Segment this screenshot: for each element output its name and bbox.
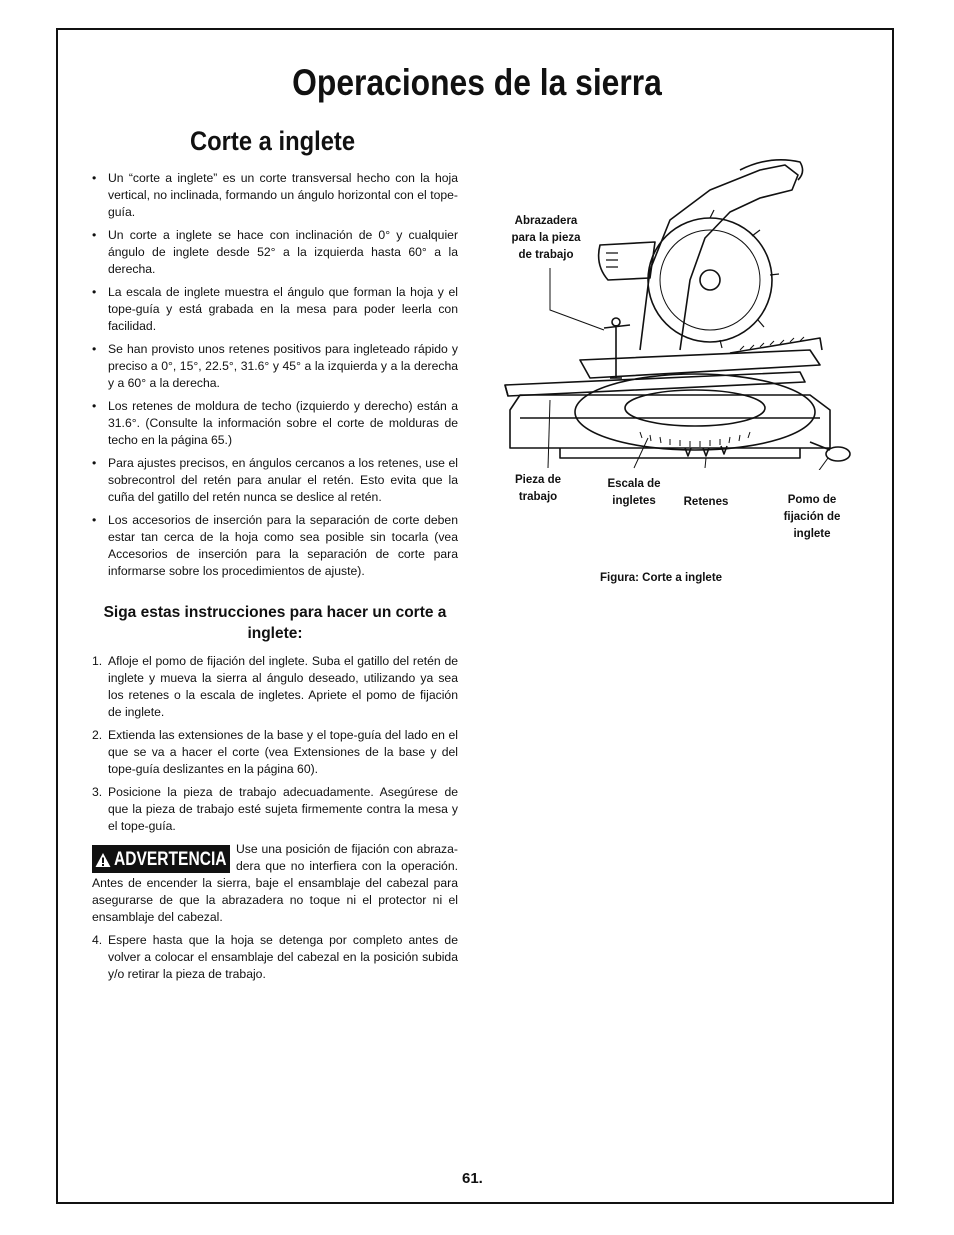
- step-text: Posicione la pieza de trabajo adecuadamente. Asegúrese de que la pieza de trabajo esté sujeta firmemente contra la mesa y el tope-guía.: [108, 785, 458, 833]
- callout-knob-line3: inglete: [793, 528, 831, 540]
- step-item: [92, 727, 458, 778]
- callout-workpiece-line1: Pieza de: [514, 474, 562, 486]
- callout-scale-line2: ingletes: [612, 495, 656, 507]
- callout-clamp-line2: para la pieza: [511, 232, 581, 244]
- warning-label: ADVERTENCIA: [114, 849, 227, 870]
- miter-saw-illustration: [500, 150, 860, 470]
- bullet-list-container: [92, 170, 458, 586]
- step-text: Afloje el pomo de fijación del inglete. Suba el gatillo del retén de inglete y mueva la sierra al ángulo deseado, utilizando ya sea los retenes o la escala de ingletes. Apriete el pomo de fijación de inglete.: [108, 654, 458, 719]
- step-item: [92, 653, 458, 721]
- callout-knob-line2: fijación de: [783, 511, 841, 523]
- instructions-heading: Siga estas instrucciones para hacer un corte a inglete:: [103, 604, 447, 642]
- bullet-item: • Para ajustes precisos, en ángulos cercanos a los retenes, use el sobrecontrol del retén para anular el retén. Esto evita que la cuña del gatillo del retén nunca se deslice al retén.: [92, 455, 458, 506]
- step-number: 4.: [92, 933, 103, 947]
- callout-clamp-line1: Abrazadera: [514, 215, 578, 227]
- warning-triangle-icon: [95, 852, 111, 868]
- miter-scale: [640, 432, 750, 447]
- warning-text: Use una posición de fijación con abraza- dera que no interfiera con la operación. Antes de encender la sierra, baje el ensamblaje del cabezal para asegurarse de que la abrazadera no toque ni el protector ni el ensamblaje del cabezal.: [92, 842, 458, 924]
- callout-miter-knob: [772, 492, 852, 543]
- step-number: 2.: [92, 728, 103, 742]
- bullet-list: [92, 170, 458, 580]
- callout-scale-line1: Escala de: [607, 478, 661, 490]
- work-clamp: [604, 325, 630, 378]
- bullet-item: • Los accesorios de inserción para la separación de corte deben estar tan cerca de la hoja como sea posible sin tocarla (vea Accesorios de inserción para la separación de corte para informarse sobre los procedimientos de ajuste).: [92, 512, 458, 580]
- page-title: Operaciones de la sierra: [292, 62, 662, 103]
- callout-clamp: [503, 213, 589, 264]
- bullet-item: • Un “corte a inglete” es un corte transversal hecho con la hoja vertical, no inclinada, formando un ángulo horizontal con el tope-guía.: [92, 170, 458, 221]
- step-text: Extienda las extensiones de la base y el tope-guía del lado en el que se va a hacer el corte (vea Extensiones de la base y del tope-guía deslizantes en la página 60).: [108, 728, 458, 776]
- warning-block: [92, 841, 458, 926]
- callout-miter-scale: [598, 476, 670, 510]
- step-item: [92, 784, 458, 835]
- bullet-item: • Los retenes de moldura de techo (izquierdo y derecho) están a 31.6°. (Consulte la información sobre el corte de molduras de techo en la página 65.): [92, 398, 458, 449]
- bullet-item: • Se han provisto unos retenes positivos para ingleteado rápido y preciso a 0°, 15°, 22.5°, 31.6° y 45° a la izquierda y a la derecha y a 60° a la derecha.: [92, 341, 458, 392]
- bullet-item: • Un corte a inglete se hace con inclinación de 0° y cualquier ángulo de inglete desde 52° a la izquierda hasta 60° a la derecha.: [92, 227, 458, 278]
- page-number: 61.: [462, 1170, 483, 1187]
- callout-workpiece: [503, 472, 573, 506]
- callout-detents-line1: Retenes: [683, 496, 729, 508]
- miter-table: [575, 374, 815, 450]
- instructions-container: [92, 653, 458, 989]
- callout-knob-line1: Pomo de: [787, 494, 837, 506]
- saw-blade: [648, 218, 772, 342]
- callout-detents: [675, 494, 737, 511]
- step-number: 1.: [92, 654, 103, 668]
- instruction-steps: [92, 653, 458, 835]
- step-number: 3.: [92, 785, 103, 799]
- callout-clamp-line3: de trabajo: [518, 249, 574, 261]
- figure-caption: Figura: Corte a inglete: [600, 572, 723, 584]
- step-item: [92, 932, 458, 983]
- instruction-steps-continued: [92, 932, 458, 983]
- callout-workpiece-line2: trabajo: [518, 491, 558, 503]
- motor: [599, 242, 655, 280]
- step-text: Espere hasta que la hoja se detenga por completo antes de volver a colocar el ensamblaje del cabezal en la posición subida y/o retirar la pieza de trabajo.: [108, 933, 458, 981]
- section-title: Corte a inglete: [190, 126, 356, 156]
- bullet-item: • La escala de inglete muestra el ángulo que forman la hoja y el tope-guía y está grabada en la mesa para poder leerla con facilidad.: [92, 284, 458, 335]
- handle: [740, 160, 803, 180]
- warning-badge: [92, 845, 230, 873]
